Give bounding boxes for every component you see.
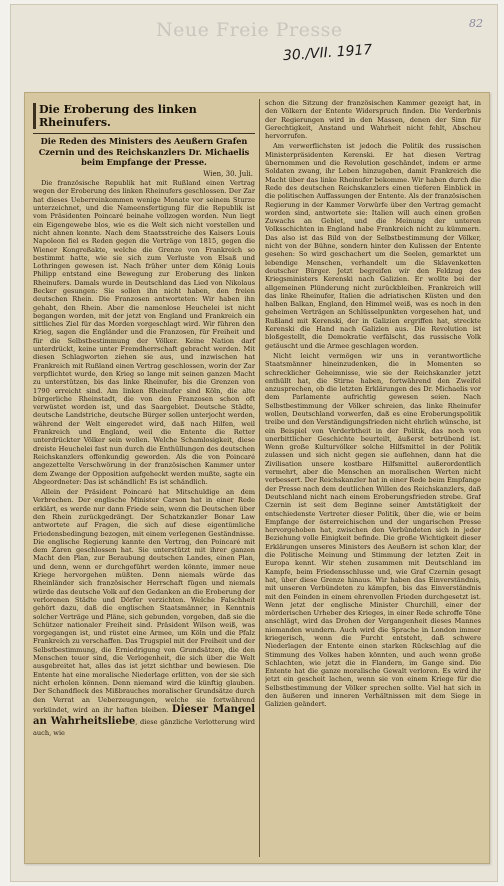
right-column bbox=[265, 99, 481, 857]
right-body bbox=[265, 99, 481, 709]
article-dateline: Wien, 30. Juli. bbox=[203, 170, 253, 179]
handwritten-date: 30./VII. 1917 bbox=[282, 41, 373, 65]
right-paragraph-3: Nicht leicht vermögen wir uns in verantwortliche Staatsmänner hineinzudenken, die in Momenten so schrecklicher Geheimnisse, wie sie der Reichskanzler jetzt enthüllt hat, die Stirne haben, fortwährend den Zweifel anzusprechen, ob die letzten Erklärungen des Dr. Michaelis vor dem Parlamente aufrichtig gewesen seien. Nach Selbstbestimmung der Völker schreien, das linke Rheinufer wollen, Deutschland vorwerfen, daß es eine Eroberungspolitik treibe und den Verständigungsfrieden nicht ehrlich wünsche, ist ein Beispiel von Verderbtheit in der Politik, das noch von unerbittlicher Geschichte beurteilt, äußerst betrübend ist. Wenn große Kulturvölker solche Hilfsmittel in der Politik zulassen und sich nicht gegen sie auflehnen, dann hat die Zivilisation unsere kostbare Hilfsmittel außerordentlich vermehrt, aber die Menschen an moralischen Werten nicht verbessert. Der Reichskanzler hat in einer Rede beim Empfange der Presse nach dem deutlichen Willen des Reichskanzlers, daß Deutschland nicht nach einem Eroberungsfrieden strebe. Graf Czernin ist seit dem Beginne seiner Amtstätigkeit der entschiedenste Vertreter dieser Politik, über die, wie er beim Empfange der österreichischen und der ungarischen Presse hervorgehoben hat, zwischen den Verbündeten sich in jeder Beziehung volle Einigkeit befinde. Die große Wichtigkeit dieser Erklärungen unseres Ministers des Aeußern ist schon klar, der die Politische Meinung und Stimmung der letzten Zeit in Europa kennt. Wir stehen zusammen mit Deutschland im Kampfe, beim Friedensschlusse und, wie Graf Czernin gesagt hat, über diese Grenze hinaus. Wir haben das Einverständnis, mit unseren Verbündeten zu kämpfen, bis das Einverständnis mit den Feinden in einem ehrenvollen Frieden durchgesetzt ist. Wenn jetzt der englische Minister Churchill, einer der mörderischen Urheber des Krieges, in einer Rede schroffe Töne anschlägt, wird das Drohen der Vergangenheit dieses Mannes niemanden wundern. Auch wird die Sprache in London immer kriegerisch, wenn die Furcht entsteht, daß schwere Niederlagen der Entente einen starken Rückschlag auf die Stimmung des Volkes haben könnten, und auch wenn große Schlachten, wie jetzt die in Flandern, im Gange sind. Die Entente hat die ganze moralische Gewalt verloren. Es wird ihr jetzt ein gescheit lachen, wenn sie von einem Kriege für die Selbstbestimmung der Völker sprechen sollte. Viel hat sich in den äußeren und inneren Verhältnissen mit dem Siege in Galizien geändert. bbox=[265, 351, 481, 709]
left-paragraph-1: Die französische Republik hat mit Rußland einen Vertrag wegen der Eroberung des linken Rheinufers geschlossen. Der Zar hat dieses Ueberreinkommen wenige Monate vor seinem Sturze unterzeichnet, und die Nameensfertigung für die Republik ist vom Präsidenten Poincaré beinahe vollzogen worden. Nun liegt ein Eigengewebe blos, wie es die Welt sich nicht vorstellen und nicht ahnen konnte. Nach dem Staatsstreiche des Kaisers Louis Napoleon fiel es Reden gegen die Verträge von 1815, gegen die Wiener Kongreßakte, welche die Grenze von Frankreich so bestimmt hatte, wie sie sich zum Verluste von Elsaß und Lothringen gewesen ist. Nach früher unter dem König Louis Philipp entstand eine Bewegung zur Eroberung des linken Rheinufers. Damals wurde in Deutschland das Lied von Nikolaus Becker gesungen: Sie sollen ihn nicht haben, den freien deutschen Rhein. Die Franzosen antworteten: Wir haben ihn gehabt, den Rhein. Aber die namenlose Heuchelei ist nicht begangen worden, mit der jetzt von England und Frankreich ein sittliches Ziel für das Morden vorgeschlagt wird. Wir führen den Krieg, sagen die Engländer und die Franzosen, für Freiheit und für die Selbstbestimmung der Völker. Keine Nation darf unterdrückt, keine unter Fremdherrschaft gebracht werden. Mit diesen Schlagworten ziehen sie aus, und inzwischen hat Frankreich mit Rußland einen Vertrag geschlossen, worin der Zar verpflichtet wurde, den Krieg so lange mit seinen ganzen Macht zu unterstützen, bis das linke Rheinufer, bis die Grenzen von 1790 erreicht sind. Am linken Rheinufer sind Köln, die alte bürgerliche Rheinstadt, die von den Franzosen schon oft verwüstet worden ist, und das Saargebiet. Deutsche Städte, deutsche Landstriche, deutsche Bürger sollen unterjocht werden, während der Welt eingeredet wird, daß nach Hilfen, weil Frankreich und England, weil die Entente die Retter unterdrückter Völker sein wollen. Welche Schamlosigkeit, diese dreiste Heuchelei fast nun durch die Enthüllungen des deutschen Reichskanzlers offenkundig geworden. Als die von Poincaré angezettelte Verschwörung in der französischen Kammer unter dem Zwange der Opposition aufgeheckt werden mußte, sagte ein Abgeordneter: Das ist schändlich! Es ist schändlich. bbox=[33, 179, 255, 486]
left-column bbox=[33, 99, 260, 857]
left-body bbox=[33, 179, 255, 737]
bold-closing-phrase: Dieser Mangel an Wahrheitsliebe bbox=[33, 703, 255, 728]
left-paragraph-2: Allein der Präsident Poincaré hat Mitschuldige an dem Verbrechen. Der englische Minister Carson hat in einer Rede erklärt, es werde nur dann Friede sein, wenn die Deutschen über den Rhein zurückgedrängt. Der Schatzkanzler Bonar Law antwortete auf Fragen, die sich auf diese eigentümliche Friedensbedingung bezogen, mit einem verlegenen Geständnisse. Die englische Regierung kannte den Vertrag, den Poincaré mit dem Zaren geschlossen hat. Sie unterstützt mit ihrer ganzen Macht den Plan, zur Beraubung deutschen Landes, einen Plan, und denn, wenn er durchgeführt werden könnte, immer neue Kriege hervorgehen müßten. Denn niemals würde das Rheinländer sich französischer Herrschaft fügen und niemals würde das deutsche Volk auf den Gedanken an die Eroberung der verlorenen Städte und Dörfer verzichten. Welche Falschheit gehört dazu, daß die englischen Staatsmänner, in Kenntnis solcher Verträge und Pläne, sich gebunden, vorgeben, daß sie die Schützer nationaler Freiheit sind. Präsident Wilson weiß, was vorgegangen ist, und rüstet eine Armee, um Köln und die Pfalz Frankreich zu verschaffen. Das Trugspiel mit der Freiheit und der Selbstbestimmung, die Erniedrigung von Grundsätzen, die den Menschen teuer sind, die Verlogenheit, die sich über die Welt ausgebreitet hat, alles das ist jetzt sichtbar und bewiesen. Die Entente hat eine moralische Niederlage erlitten, von der sie sich nicht erholen können. Denn niemand wird die künftig glauben. Der Schandfleck des Mißbrauches moralischer Grundsätze durch den Verrat an Ueberzeugungen, welche sie fortwährend verkündet, wird an ihr haften bleiben. Dieser Mangel an Wahrheitsliebe, diese gänzliche Verlotterung wird auch, wie bbox=[33, 488, 255, 737]
newspaper-clipping bbox=[24, 92, 490, 864]
article-headline: Die Eroberung des linken Rheinufers. bbox=[33, 103, 255, 129]
article-subhead: Die Reden des Ministers des Aeußern Grafen Czernin und des Reichskanzlers Dr. Michaelis beim Empfange der Presse. bbox=[38, 136, 250, 167]
headline-rule bbox=[33, 133, 255, 134]
right-paragraph-2: Am verwerflichsten ist jedoch die Politik des russischen Ministerpräsidenten Kerenski. Er hat diesen Vertrag übernommen und die Revolution geschändet, indem er arme Soldaten zwang, ihr Leben hinzugeben, damit Frankreich die Macht über das linke Rheinufer bekomme. Wir haben durch die Rede des deutschen Reichskanzlers einen tieferen Einblick in die politischen Auffassungen der Entente. Als der französischen Regierung in der Kammer Vorwürfe über den Vertrag gemacht worden sind, antwortete sie: Italien will auch einen großen Zuwachs an Gebiet, und die Meinung der unteren Volksschichten in England habe Frankreich nicht zu kümmern. Das also ist das Bild von der Selbstbestimmung der Völker, nicht von der Bühne, sondern hinter den Kulissen der Entente gesehen: So wird geschachert um die Seelen, gemarktet um lebendige Menschen, verhandelt um die Sklavenketten deutscher Bürger. Jetzt begreifen wir den Feldzug des Kriegsministers Kerenski nach Galizien. Er wollte bei der allgemeinen Plünderung nicht zurückbleiben. Frankreich will das linke Rheinufer, Italien die adriatischen Küsten und den halben Balkan, England, den Himmel weiß, was es noch in den geheimen Verträgen an Schlüsselpunkten vorgesehen hat, und Rußland mit Kerenski, der in Galizien ergriffen hat, streckte Kerenski die Hand nach Galizien aus. Die Revolution ist bloßgestellt, die Demokratie verfälscht, das russische Volk getäuscht und die Armee geschlagen worden. bbox=[265, 142, 481, 350]
page-number: 82 bbox=[469, 17, 483, 30]
newspaper-stamp: Neue Freie Presse bbox=[156, 19, 343, 41]
right-paragraph-1: schon die Sitzung der französischen Kammer gezeigt hat, in den Völkern der Entente Widerspruch finden. Die Verderbnis der Regierungen wird in den Massen, denen der Sinn für Gerechtigkeit, Anstand und Wahrheit nicht fehlt, Abscheu hervorrufen. bbox=[265, 99, 481, 141]
